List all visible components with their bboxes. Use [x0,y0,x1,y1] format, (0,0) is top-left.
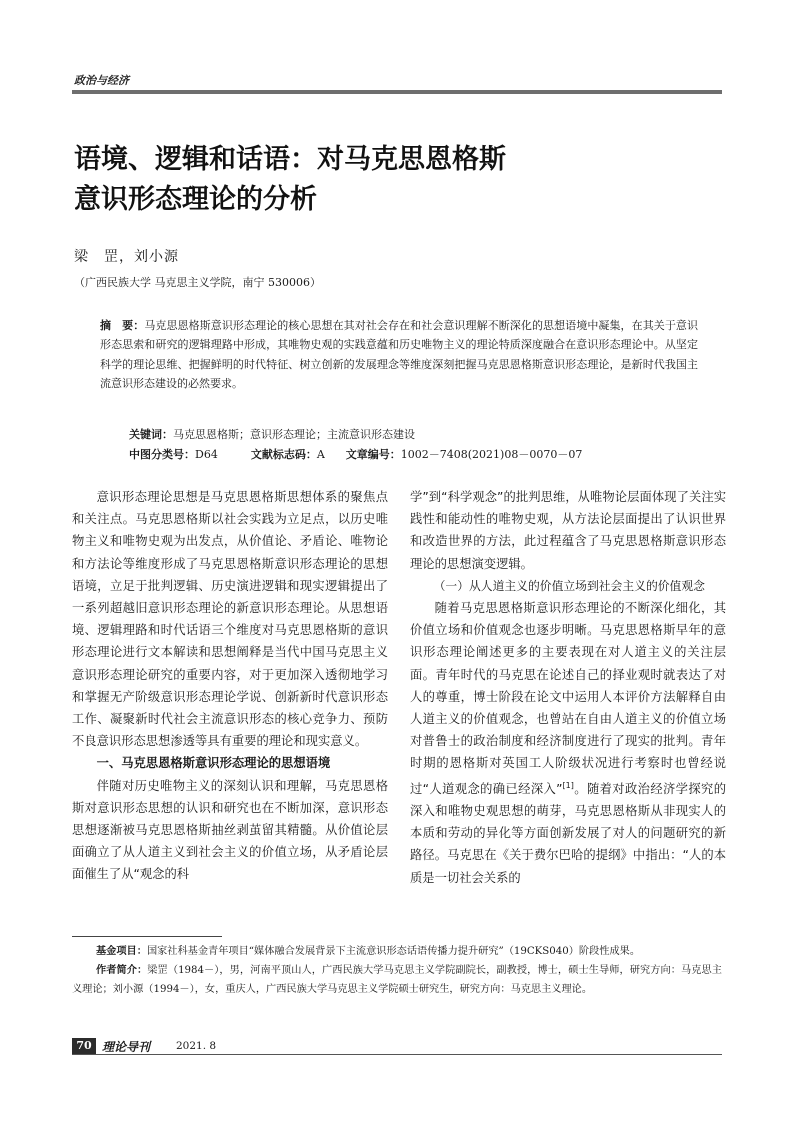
affiliation: （广西民族大学 马克思主义学院，南宁 530006） [74,276,321,289]
doc-code-label: 文献标志码： [250,448,317,461]
clc-label: 中图分类号： [129,448,195,461]
author-note [72,961,722,999]
fund-note [72,942,722,961]
footnote-rule [72,936,222,937]
section-tag: 政治与经济 [74,74,129,87]
citation-ref: [1] [562,780,574,790]
classification-line [129,446,582,462]
footer-rule [72,1054,722,1055]
body-paragraph [410,597,726,889]
header-rule [72,90,722,94]
keywords-label: 关键词： [129,428,173,441]
doc-code-value: A [316,448,325,461]
clc-value: D64 [195,448,218,461]
footnote [72,942,722,999]
body-column-left [72,486,388,886]
fund-text: 国家社科基金青年项目“媒体融合发展背景下主流意识形态话语传播力提升研究”（19CKS040）阶段性成果。 [146,946,641,957]
author-label: 作者简介： [96,965,148,976]
author-text: 梁罡（1984－），男，河南平顶山人，广西民族大学马克思主义学院副院长，副教授，博士，硕士生导师，研究方向：马克思主义理论；刘小源（1994－），女，重庆人，广西民族大学马克思主义学院硕士研究生，研究方向：马克思主义理论。 [72,965,722,995]
article-no-value: 1002－7408(2021)08－0070－07 [400,448,583,461]
title-line-1: 语境、逻辑和话语：对马克思恩格斯 [74,144,506,175]
paragraph-text: 随着马克思恩格斯意识形态理论的不断深化细化，其价值立场和价值观念也逐步明晰。马克思恩格斯早年的意识形态理论阐述更多的主要表现在对人道主义的关注层面。青年时代的马克思在论述自己的择业观时就表达了对人的尊重，博士阶段在论文中运用人本评价方法解释自由人道主义的价值观念，也曾站在自由人道主义的价值立场对普鲁士的政治制度和经济制度进行了现实的批判。青年时期的恩格斯对英国工人阶级状况进行考察时也曾经说过“人道观念的确已经深入” [410,601,726,796]
fund-label: 基金项目： [96,946,147,957]
article-no-label: 文章编号： [345,448,401,461]
section-heading-1: 一、马克思恩格斯意识形态理论的思想语境 [96,756,331,771]
article-title [74,140,714,220]
paragraph-text: 。随着对政治经济学探究的深入和唯物史观思想的萌芽，马克思恩格斯从非现实人的本质和劳动的异化等方面创新发展了对人的问题研究的新路径。马克思在《关于费尔巴哈的提纲》中指出：“人的本质是一切社会关系的 [410,781,726,885]
body-paragraph: 意识形态理论思想是马克思恩格斯思想体系的聚焦点和关注点。马克思恩格斯以社会实践为立足点，以历史唯物主义和唯物史观为出发点，从价值论、矛盾论、唯物论和方法论等维度形成了马克思恩格斯意识形态理论的思想语境，立足于批判逻辑、历史演进逻辑和现实逻辑提出了一系列超越旧意识形态理论的新意识形态理论。从思想语境、逻辑理路和时代话语三个维度对马克思恩格斯的意识形态理论进行文本解读和思想阐释是当代中国马克思主义意识形态理论研究的重要内容，对于更加深入透彻地学习和掌握无产阶级意识形态理论学说、创新新时代意识形态工作、凝聚新时代社会主流意识形态的核心竞争力、预防不良意识形态思想渗透等具有重要的理论和现实意义。 [72,490,388,749]
title-line-2: 意识形态理论的分析 [74,184,317,215]
subsection-heading-1: （一）从人道主义的价值立场到社会主义的价值观念 [433,578,705,593]
keywords-line [129,426,415,442]
body-column-right [410,486,726,889]
issue-date: 2021. 8 [176,1040,217,1052]
abstract [100,316,698,394]
keywords: 马克思恩格斯；意识形态理论；主流意识形态建设 [173,428,415,441]
journal-name: 理论导刊 [102,1040,151,1054]
body-paragraph: 学”到“科学观念”的批判思维，从唯物论层面体现了关注实践性和能动性的唯物史观，从方法论层面提出了认识世界和改造世界的方法，此过程蕴含了马克思恩格斯意识形态理论的思想演变逻辑。 [410,490,726,571]
abstract-label: 摘 要： [100,319,145,332]
page-number: 70 [72,1038,96,1054]
abstract-text: 马克思恩格斯意识形态理论的核心思想在其对社会存在和社会意识理解不断深化的思想语境中凝集，在其关于意识形态思索和研究的逻辑理路中形成，其唯物史观的实践意蕴和历史唯物主义的理论特质深度融合在意识形态理论中。从坚定科学的理论思维、把握鲜明的时代特征、树立创新的发展理念等维度深刻把握马克思恩格斯意识形态理论，是新时代我国主流意识形态建设的必然要求。 [100,319,699,391]
body-paragraph: 伴随对历史唯物主义的深刻认识和理解，马克思恩格斯对意识形态思想的认识和研究也在不断加深，意识形态思想逐渐被马克思恩格斯抽丝剥茧留其精髓。从价值论层面确立了从人道主义到社会主义的价值立场，从矛盾论层面催生了从“观念的科 [72,778,388,882]
authors: 梁 罡，刘小源 [74,249,179,265]
